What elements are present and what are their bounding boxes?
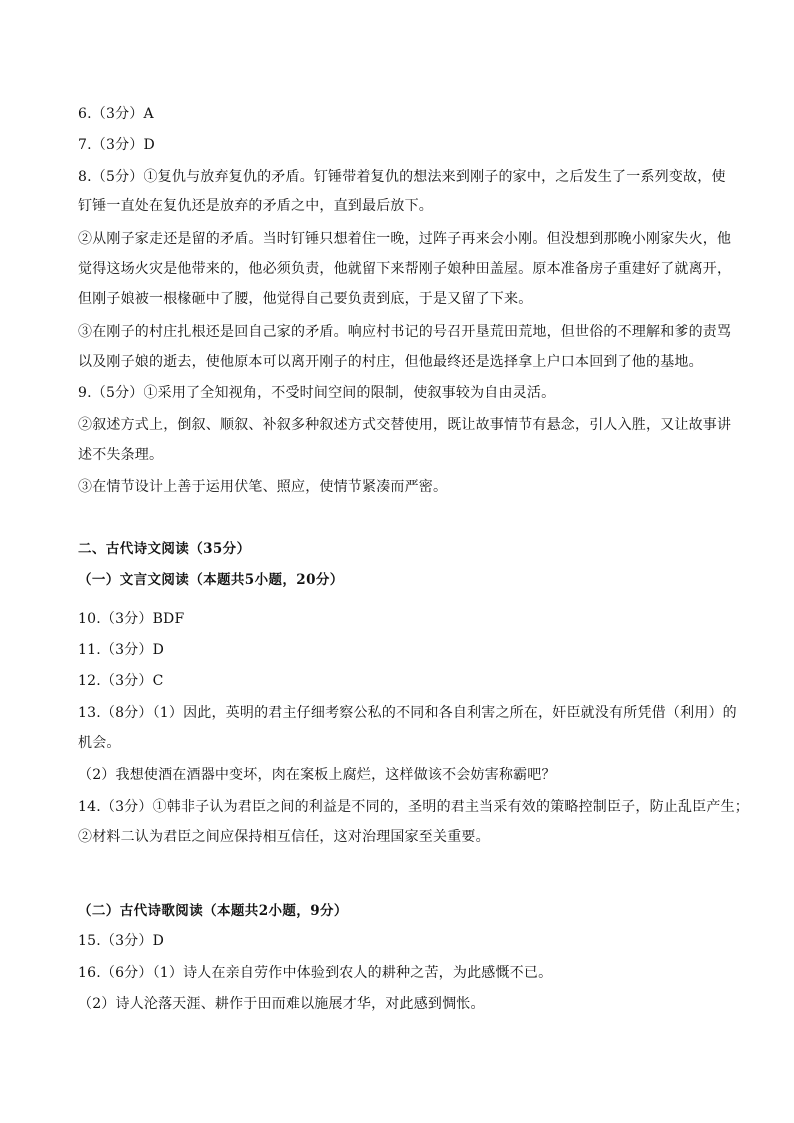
answer-line-14-point2: ②材料二认为君臣之间应保持相互信任，这对治理国家至关重要。 <box>78 829 490 845</box>
answer-line-6: 6.（3分）A <box>78 106 154 122</box>
answer-line-8-point2: ②从刚子家走还是留的矛盾。当时钉锤只想着住一晚，过阵子再来会小刚。但没想到那晚小刚家失火，他 <box>78 231 732 247</box>
section-title-ancient-literature: 二、古代诗文阅读（35分） <box>78 541 251 557</box>
answer-line-13-cont: 机会。 <box>78 735 121 751</box>
answer-line-16-part2: （2）诗人沦落天涯、耕作于田而难以施展才华，对此感到惆怅。 <box>78 996 485 1012</box>
answer-line-8-point3: ③在刚子的村庄扎根还是回自己家的矛盾。响应村书记的号召开垦荒田荒地，但世俗的不理解和爹的责骂 <box>78 324 732 340</box>
answer-line-13-part2: （2）我想使酒在酒器中变坏，肉在案板上腐烂，这样做该不会妨害称霸吧？ <box>78 767 556 783</box>
subsection-title-poetry: （二）古代诗歌阅读（本题共2小题，9分） <box>78 903 348 919</box>
answer-line-7: 7.（3分）D <box>78 137 155 153</box>
answer-line-8-point3-cont: 以及刚子娘的逝去，使他原本可以离开刚子的村庄，但他最终还是选择拿上户口本回到了他的基地。 <box>78 354 703 370</box>
answer-line-9-point2-cont: 述不失条理。 <box>78 447 164 463</box>
subsection-title-classical-prose: （一）文言文阅读（本题共5小题，20分） <box>78 572 344 588</box>
answer-line-9-point2: ②叙述方式上，倒叙、顺叙、补叙多种叙述方式交替使用，既让故事情节有悬念，引人入胜，又让故事讲 <box>78 417 732 433</box>
answer-line-8-point2-cont2: 但刚子娘被一根椽砸中了腰，他觉得自己要负责到底，于是又留了下来。 <box>78 291 533 307</box>
answer-line-8-cont: 钉锤一直处在复仇还是放弃的矛盾之中，直到最后放下。 <box>78 198 433 214</box>
answer-line-11: 11.（3分）D <box>78 642 164 658</box>
answer-line-10: 10.（3分）BDF <box>78 611 185 627</box>
answer-line-9-point3: ③在情节设计上善于运用伏笔、照应，使情节紧凑而严密。 <box>78 479 448 495</box>
answer-line-9: 9.（5分）①采用了全知视角，不受时间空间的限制，使叙事较为自由灵活。 <box>78 385 556 401</box>
answer-line-14: 14.（3分）①韩非子认为君臣之间的利益是不同的，圣明的君主当采有效的策略控制臣子，防止乱臣产生； <box>78 799 749 815</box>
answer-line-12: 12.（3分）C <box>78 673 164 689</box>
answer-line-16: 16.（6分）（1）诗人在亲自劳作中体验到农人的耕种之苦，为此感慨不已。 <box>78 965 553 981</box>
answer-line-15: 15.（3分）D <box>78 933 164 949</box>
answer-line-8-point2-cont1: 觉得这场火灾是他带来的，他必须负责，他就留下来帮刚子娘种田盖屋。原本准备房子重建好了就离开， <box>78 261 732 277</box>
answer-line-8: 8.（5分）①复仇与放弃复仇的矛盾。钉锤带着复仇的想法来到刚子的家中，之后发生了一系列变故，使 <box>78 169 726 185</box>
answer-line-13: 13.（8分）（1）因此，英明的君主仔细考察公私的不同和各自利害之所在，奸臣就没有所凭借（利用）的 <box>78 705 737 721</box>
